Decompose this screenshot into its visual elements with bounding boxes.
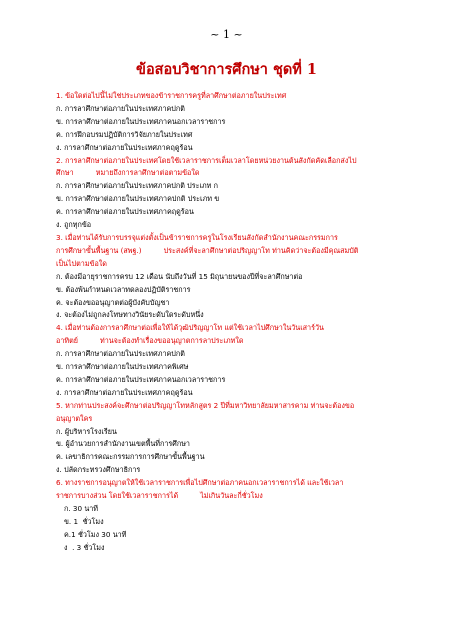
page-title: ข้อสอบวิชาการศึกษา ชุดที่ 1 <box>136 61 317 78</box>
question-block <box>56 322 418 399</box>
question-block <box>56 477 418 554</box>
question-text: 4. เมื่อท่านต้องการลาศึกษาต่อเพื่อให้ได้วุฒิปริญญาโท แต่ใช้เวลาไปศึกษาในวันเสาร์วัน <box>56 323 324 333</box>
question-text: 1. ข้อใดต่อไปนี้ไม่ใช่ประเภทของข้าราชการครูที่ลาศึกษาต่อภายในประเทศ <box>56 91 287 100</box>
answer-option: ค.1 ชั่วโมง 30 นาที <box>64 529 127 539</box>
question-text: 3. เมื่อท่านได้รับการบรรจุแต่งตั้งเป็นข้าราชการครูในโรงเรียนสังกัดสำนักงานคณะกรรมการ <box>56 232 338 242</box>
answer-option: ข. การลาศึกษาต่อภายในประเทศภาคพิเศษ <box>56 362 189 372</box>
question-block <box>56 90 418 155</box>
answer-option: ง. การลาศึกษาต่อภายในประเทศภาคฤดูร้อน <box>56 387 193 397</box>
question-text: อาทิตย์ ท่านจะต้องทำเรื่องขออนุญาตการลาประเภทใด <box>56 336 244 346</box>
question-list <box>56 90 418 555</box>
answer-option: ข. ผู้อำนวยการสำนักงานเขตพื้นที่การศึกษา <box>56 439 190 449</box>
answer-option: ก. 30 นาที <box>64 504 99 513</box>
answer-option: ง. ถูกทุกข้อ <box>56 220 92 230</box>
answer-option: ข. ต้องพ้นกำหนดเวลาทดลองปฏิบัติราชการ <box>56 284 191 294</box>
answer-option: ค. การฝึกอบรมปฏิบัติการวิจัยภายในประเทศ <box>56 129 193 139</box>
question-text: 2. การลาศึกษาต่อภายในประเทศโดยใช้เวลาราชการเต็มเวลาโดยหน่วยงานต้นสังกัดคัดเลือกส่งไป <box>56 155 357 165</box>
answer-option: ง. ปลัดกระทรวงศึกษาธิการ <box>56 465 141 475</box>
question-text: ศึกษา หมายถึงการลาศึกษาต่อตามข้อใด <box>56 168 200 178</box>
answer-option: ก. ผู้บริหารโรงเรียน <box>56 426 117 436</box>
answer-option: ง . 3 ชั่วโมง <box>64 542 105 552</box>
question-block <box>56 155 418 232</box>
question-block <box>56 232 418 322</box>
question-text: การศึกษาขั้นพื้นฐาน (สพฐ.) ประสงค์ที่จะลาศึกษาต่อปริญญาโท ท่านคิดว่าจะต้องมีคุณสมบัติ <box>56 245 359 255</box>
answer-option: ก. ต้องมีอายุราชการครบ 12 เดือน นับถึงวันที่ 15 มิถุนายนของปีที่จะลาศึกษาต่อ <box>56 271 303 281</box>
answer-option: ค. เลขาธิการคณะกรรมการการศึกษาขั้นพื้นฐาน <box>56 452 205 462</box>
answer-option: ก. การลาศึกษาต่อภายในประเทศภาคปกติ <box>56 103 185 113</box>
answer-option: ค. การลาศึกษาต่อภายในประเทศภาคฤดูร้อน <box>56 207 194 217</box>
page-number: ~ 1 ~ <box>210 28 243 41</box>
question-block <box>56 400 418 477</box>
answer-option: ข. การลาศึกษาต่อภายในประเทศภาคปกติ ประเภท ข <box>56 194 220 204</box>
answer-option: ง. จะต้องไม่ถูกลงโทษทางวินัยระดับใดระดับหนึ่ง <box>56 310 204 320</box>
answer-option: ค. การลาศึกษาต่อภายในประเทศภาคนอกเวลาราชการ <box>56 374 226 384</box>
answer-option: ข. การลาศึกษาต่อภายในประเทศภาคนอกเวลาราชการ <box>56 116 226 126</box>
answer-option: ก. การลาศึกษาต่อภายในประเทศภาคปกติ ประเภท ก <box>56 181 219 191</box>
question-text: ราชการบางส่วน โดยใช้เวลาราชการได้ ไม่เกินวันละกี่ชั่วโมง <box>56 491 263 501</box>
question-text: เป็นไปตามข้อใด <box>56 258 107 268</box>
question-text: อนุญาตใคร <box>56 413 93 423</box>
answer-option: ง. การลาศึกษาต่อภายในประเทศภาคฤดูร้อน <box>56 142 193 152</box>
answer-option: ข. 1 ชั่วโมง <box>64 516 104 526</box>
answer-option: ก. การลาศึกษาต่อภายในประเทศภาคปกติ <box>56 349 185 359</box>
answer-option: ค. จะต้องขออนุญาตต่อผู้บังคับบัญชา <box>56 297 170 307</box>
question-text: 6. ทางราชการอนุญาตให้ใช้เวลาราชการเพื่อไปศึกษาต่อภาคนอกเวลาราชการได้ และใช้เวลา <box>56 478 344 488</box>
question-text: 5. หากท่านประสงค์จะศึกษาต่อปริญญาโทหลักสูตร 2 ปีที่มหาวิทยาลัยมหาสารคาม ท่านจะต้องขอ <box>56 400 355 410</box>
